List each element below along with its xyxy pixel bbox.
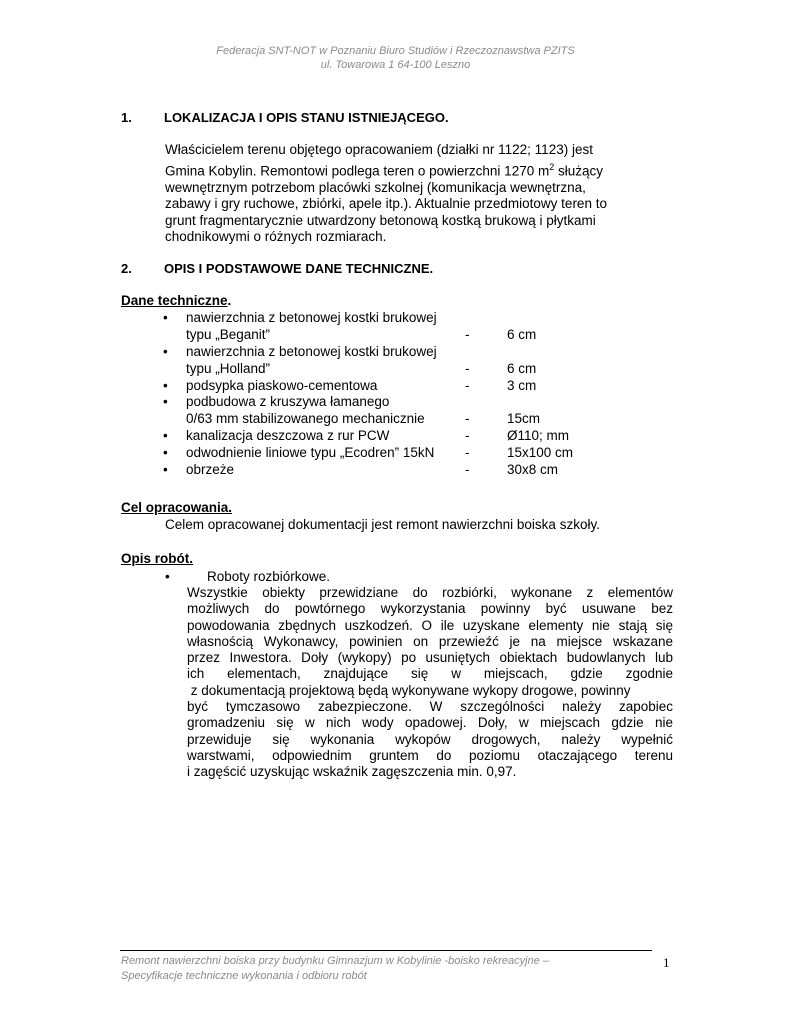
paragraph-line: gromadzeniu się w nich wody opadowej. Doły, w miejscach gdzie nie	[187, 715, 673, 731]
section-2-title: OPIS I PODSTAWOWE DANE TECHNICZNE.	[164, 261, 434, 276]
spec-name: nawierzchnia z betonowej kostki brukowej	[186, 310, 437, 325]
opis-paragraph	[187, 585, 673, 781]
spec-value: 15x100 cm	[507, 445, 574, 461]
spec-dash: -	[465, 326, 470, 342]
spec-dash: -	[465, 428, 470, 444]
spec-dash: -	[465, 411, 470, 427]
bullet: •	[163, 377, 168, 393]
section-1-number: 1.	[121, 110, 132, 125]
dane-heading	[121, 293, 231, 308]
paragraph-line: warstwami, odpowiednim gruntem do poziomu otaczającego terenu	[187, 747, 673, 763]
spec-dash: -	[465, 462, 470, 478]
spec-name: 0/63 mm stabilizowanego mechanicznie	[186, 411, 425, 427]
dane-heading-text: Dane techniczne	[121, 293, 228, 308]
paragraph-line: chodnikowymi o różnych rozmiarach.	[165, 229, 387, 244]
paragraph-line: Właścicielem terenu objętego opracowaniem (działki nr 1122; 1123) jest	[165, 142, 593, 157]
spec-value: 15cm	[507, 411, 541, 427]
paragraph-line: możliwych do powtórnego wykorzystania powinny być usuwane bez	[187, 601, 673, 617]
page-footer	[121, 954, 641, 984]
bullet: •	[163, 445, 168, 461]
page-number: 1	[663, 955, 670, 970]
superscript: 2	[549, 161, 555, 172]
spec-dash: -	[465, 377, 470, 393]
spec-value: 6 cm	[507, 326, 537, 342]
spec-name: odwodnienie liniowe typu „Ecodren” 15kN	[186, 445, 435, 461]
footer-subtitle: Specyfikacje techniczne wykonania i odbioru robót	[121, 970, 367, 982]
dane-heading-dot: .	[227, 293, 232, 308]
bullet: •	[163, 462, 168, 478]
opis-heading: Opis robót.	[121, 551, 193, 566]
paragraph-line: i zagęścić uzyskując wskaźnik zagęszczenia min. 0,97.	[187, 764, 517, 780]
paragraph-line: przez Inwestora. Doły (wykopy) po usuniętych obiektach budowlanych lub	[187, 650, 673, 666]
spec-name: obrzeże	[186, 462, 235, 478]
spec-dash: -	[465, 445, 470, 461]
section-2-heading	[121, 261, 433, 276]
paragraph-line: przewiduje się wykonania wykopów drogowych, należy wypełnić	[187, 731, 673, 747]
spec-name: typu „Holland”	[186, 360, 271, 376]
section-2-number: 2.	[121, 261, 132, 276]
footer-title: Remont nawierzchni boiska przy budynku Gimnazjum w Kobylinie -boisko rekreacyjne –	[121, 955, 549, 967]
bullet: •	[163, 310, 168, 325]
paragraph-line: być tymczasowo zabezpieczone. W szczególności należy zapobiec	[187, 699, 673, 715]
paragraph-line	[165, 159, 673, 180]
spec-value: 3 cm	[507, 377, 537, 393]
cel-heading: Cel opracowania.	[121, 500, 233, 515]
spec-value: Ø110; mm	[507, 428, 570, 444]
cel-text: Celem opracowanej dokumentacji jest remont nawierzchni boiska szkoły.	[165, 517, 600, 532]
paragraph-line-text: Gmina Kobylin. Remontowi podlega teren o powierzchni 1270 m	[165, 163, 550, 178]
paragraph-line: własnością Wykonawcy, powinien on przewieźć je na miejsce wskazane	[187, 633, 673, 649]
paragraph-line: powodowania zbędnych uszkodzeń. O ile uzyskane elementy nie stają się	[187, 617, 673, 633]
spec-name: nawierzchnia z betonowej kostki brukowej	[186, 343, 437, 359]
paragraph-line: wewnętrznym potrzebom placówki szkolnej (komunikacja wewnętrzna,	[165, 179, 586, 195]
section-1-heading	[121, 110, 449, 125]
paragraph-line: Wszystkie obiekty przewidziane do rozbiórki, wykonane z elementów	[187, 585, 673, 600]
header-address: ul. Towarowa 1 64-100 Leszno	[320, 59, 471, 71]
paragraph-line: zabawy i gry ruchowe, zbiórki, apele itp.). Aktualnie przedmiotowy teren to	[165, 196, 607, 211]
paragraph-line-tail: służący	[554, 163, 604, 178]
bullet: •	[163, 428, 168, 444]
page-header	[0, 44, 791, 72]
paragraph-line: grunt fragmentarycznie utwardzony betonową kostką brukową i płytkami	[165, 212, 596, 228]
spec-name: podbudowa z kruszywa łamanego	[186, 394, 390, 410]
opis-item-label: Roboty rozbiórkowe.	[207, 569, 331, 584]
footer-rule	[120, 950, 652, 951]
spec-name: kanalizacja deszczowa z rur PCW	[186, 428, 390, 444]
section-1-paragraph	[165, 142, 673, 246]
bullet: •	[163, 343, 168, 359]
paragraph-line: z dokumentacją projektową będą wykonywane wykopy drogowe, powinny	[187, 682, 631, 698]
spec-value: 6 cm	[507, 360, 537, 376]
section-1-title: LOKALIZACJA I OPIS STANU ISTNIEJĄCEGO.	[164, 110, 449, 125]
header-organization: Federacja SNT-NOT w Poznaniu Biuro Studiów i Rzeczoznawstwa PZITS	[216, 45, 575, 57]
spec-name: podsypka piaskowo-cementowa	[186, 377, 378, 393]
bullet: •	[163, 394, 168, 410]
spec-dash: -	[465, 360, 470, 376]
bullet: •	[165, 569, 170, 584]
spec-value: 30x8 cm	[507, 462, 559, 478]
spec-name: typu „Beganit”	[186, 326, 271, 342]
paragraph-line: ich elementach, znajdujące się w miejscach, gdzie zgodnie	[187, 666, 673, 682]
